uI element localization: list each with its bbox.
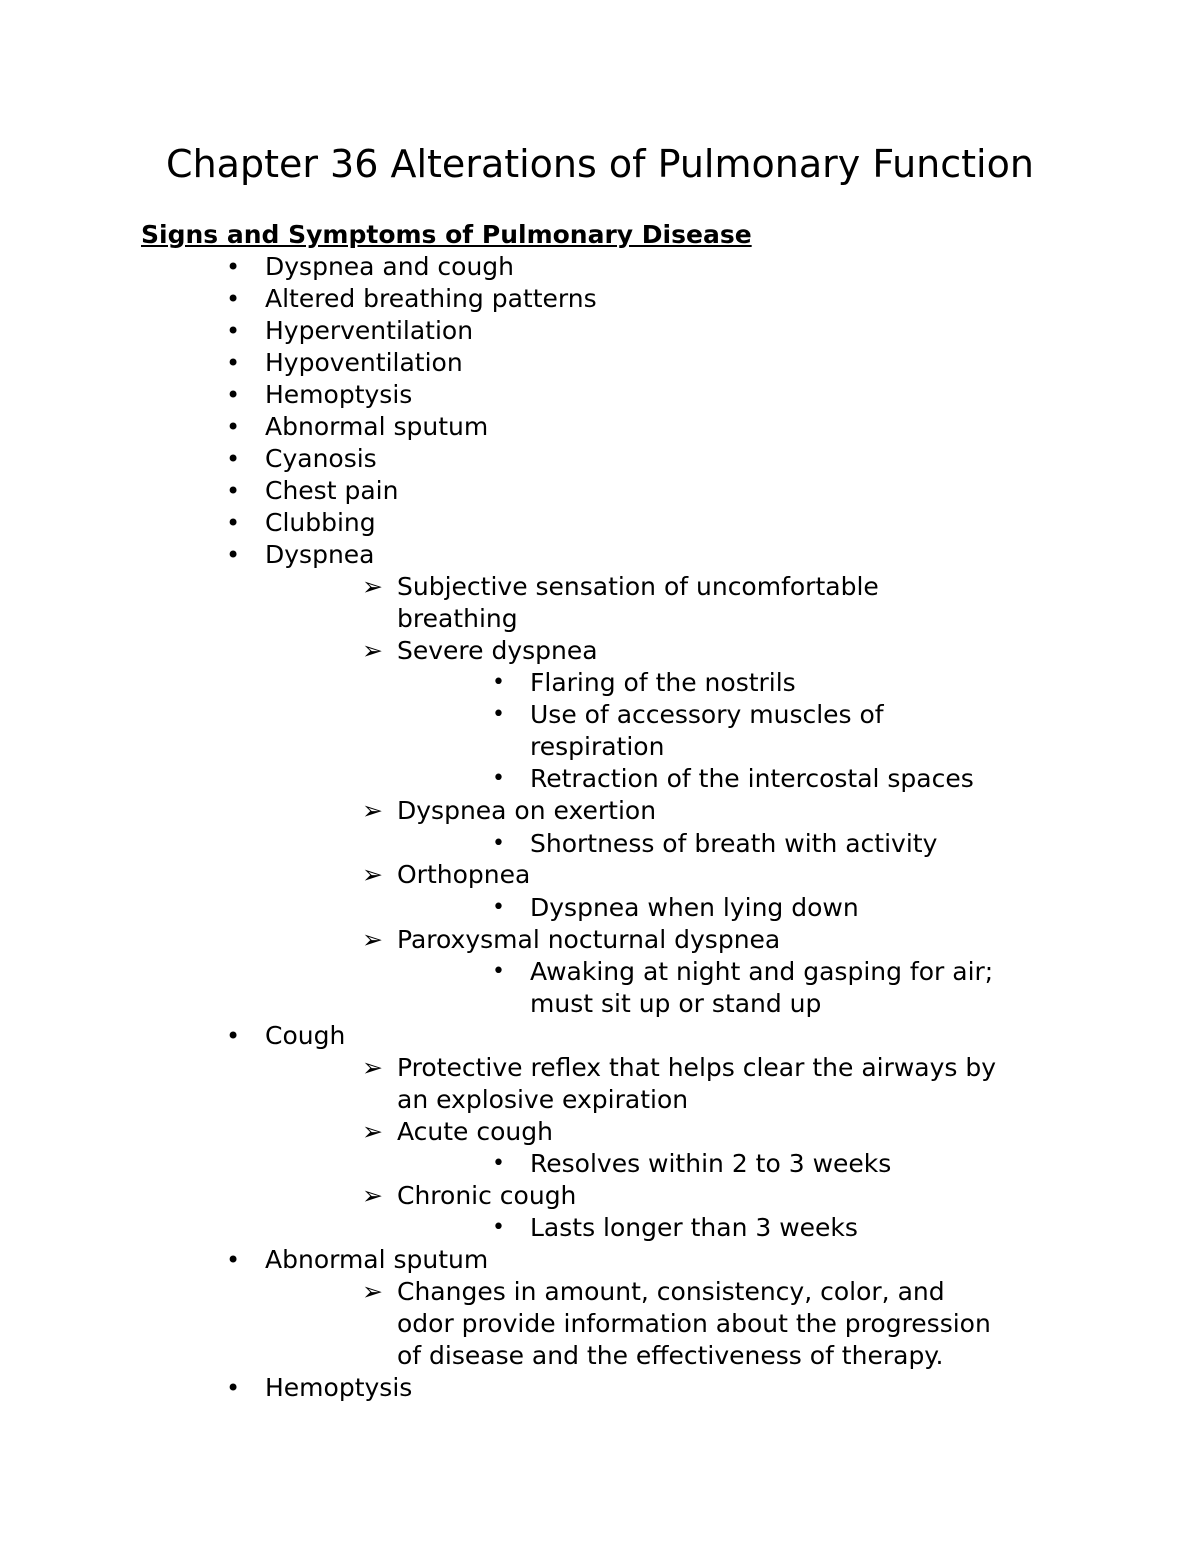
- bullet-marker: •: [226, 381, 241, 409]
- list-item: Cough: [265, 1021, 346, 1050]
- list-item-continuation: odor provide information about the progression: [397, 1309, 991, 1338]
- bullet-marker: •: [226, 541, 241, 569]
- list-item: Orthopnea: [397, 860, 531, 889]
- list-item-continuation: an explosive expiration: [397, 1085, 689, 1114]
- small-bullet-marker: •: [492, 766, 505, 791]
- arrow-bullet-icon: ➢: [362, 1181, 383, 1210]
- small-bullet-marker: •: [492, 1151, 505, 1176]
- list-item-continuation: respiration: [530, 732, 665, 761]
- bullet-marker: •: [226, 285, 241, 313]
- list-item: Dyspnea when lying down: [530, 893, 859, 922]
- list-item: Acute cough: [397, 1117, 553, 1146]
- section-heading: Signs and Symptoms of Pulmonary Disease: [141, 220, 752, 249]
- list-item: Cyanosis: [265, 444, 377, 473]
- arrow-bullet-icon: ➢: [362, 796, 383, 825]
- list-item: Chronic cough: [397, 1181, 577, 1210]
- small-bullet-marker: •: [492, 702, 505, 727]
- bullet-marker: •: [226, 509, 241, 537]
- list-item: Paroxysmal nocturnal dyspnea: [397, 925, 781, 954]
- list-item: Hypoventilation: [265, 348, 463, 377]
- list-item: Retraction of the intercostal spaces: [530, 764, 974, 793]
- bullet-marker: •: [226, 445, 241, 473]
- list-item: Abnormal sputum: [265, 412, 489, 441]
- list-item: Dyspnea on exertion: [397, 796, 657, 825]
- list-item: Flaring of the nostrils: [530, 668, 796, 697]
- arrow-bullet-icon: ➢: [362, 860, 383, 889]
- list-item-continuation: breathing: [397, 604, 518, 633]
- list-item: Hyperventilation: [265, 316, 474, 345]
- arrow-bullet-icon: ➢: [362, 1277, 383, 1306]
- list-item: Chest pain: [265, 476, 399, 505]
- list-item: Resolves within 2 to 3 weeks: [530, 1149, 892, 1178]
- list-item: Changes in amount, consistency, color, and: [397, 1277, 945, 1306]
- arrow-bullet-icon: ➢: [362, 925, 383, 954]
- list-item: Use of accessory muscles of: [530, 700, 884, 729]
- arrow-bullet-icon: ➢: [362, 636, 383, 665]
- page-title: Chapter 36 Alterations of Pulmonary Function: [166, 142, 1034, 186]
- arrow-bullet-icon: ➢: [362, 1117, 383, 1146]
- small-bullet-marker: •: [492, 959, 505, 984]
- arrow-bullet-icon: ➢: [362, 1053, 383, 1082]
- list-item: Dyspnea: [265, 540, 375, 569]
- list-item: Hemoptysis: [265, 1373, 413, 1402]
- bullet-marker: •: [226, 477, 241, 505]
- list-item: Dyspnea and cough: [265, 252, 515, 281]
- list-item: Protective reflex that helps clear the airways by: [397, 1053, 997, 1082]
- bullet-marker: •: [226, 1246, 241, 1274]
- list-item-continuation: of disease and the effectiveness of therapy.: [397, 1341, 944, 1370]
- small-bullet-marker: •: [492, 831, 505, 856]
- list-item: Subjective sensation of uncomfortable: [397, 572, 879, 601]
- bullet-marker: •: [226, 1374, 241, 1402]
- bullet-marker: •: [226, 413, 241, 441]
- bullet-marker: •: [226, 1022, 241, 1050]
- list-item: Shortness of breath with activity: [530, 829, 938, 858]
- small-bullet-marker: •: [492, 895, 505, 920]
- bullet-marker: •: [226, 253, 241, 281]
- small-bullet-marker: •: [492, 670, 505, 695]
- list-item: Awaking at night and gasping for air;: [530, 957, 994, 986]
- list-item-continuation: must sit up or stand up: [530, 989, 822, 1018]
- list-item: Clubbing: [265, 508, 376, 537]
- list-item: Abnormal sputum: [265, 1245, 489, 1274]
- arrow-bullet-icon: ➢: [362, 572, 383, 601]
- list-item: Severe dyspnea: [397, 636, 598, 665]
- list-item: Hemoptysis: [265, 380, 413, 409]
- small-bullet-marker: •: [492, 1215, 505, 1240]
- bullet-marker: •: [226, 317, 241, 345]
- bullet-marker: •: [226, 349, 241, 377]
- list-item: Altered breathing patterns: [265, 284, 597, 313]
- list-item: Lasts longer than 3 weeks: [530, 1213, 858, 1242]
